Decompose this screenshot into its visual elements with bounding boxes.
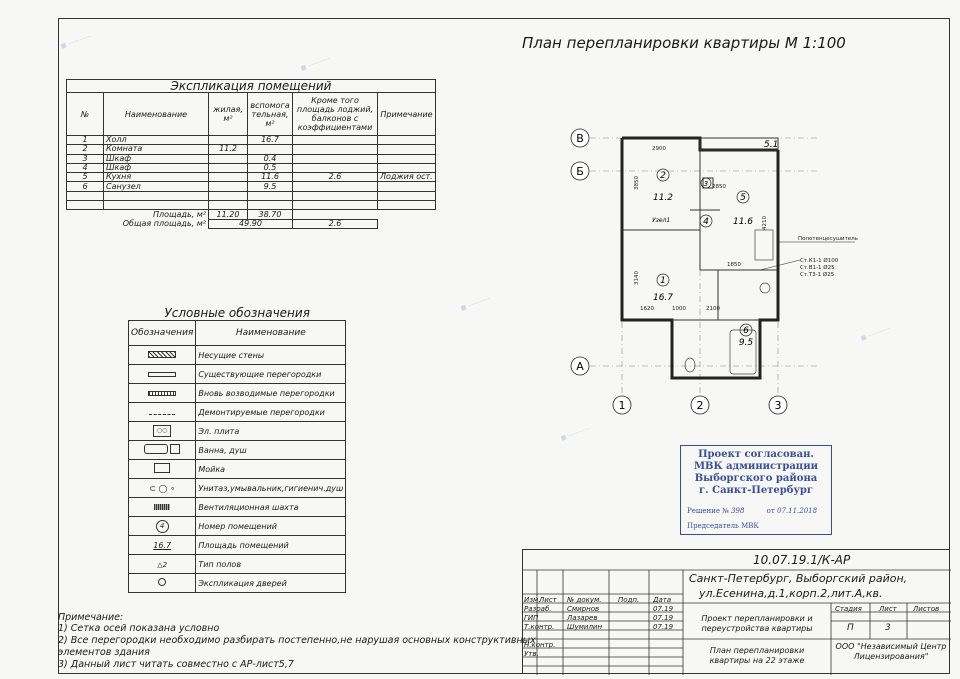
explication-cell-extra [293,136,378,145]
room-3-number: 3 [703,180,709,188]
explication-cell-name: Кухня [104,173,209,182]
room-5-number: 5 [740,193,746,203]
loggia-area: 5.1 [764,140,779,150]
legend-row [129,574,346,593]
towel-dryer-label: Полотенцесушитель [798,236,858,242]
room-2 [653,169,673,203]
legend-item-label: Площадь помещений [196,536,346,555]
legend-row [129,365,346,384]
col-sign: Подп. [618,596,640,604]
axis-bubble-2 [691,396,709,414]
staff-date: 07.19 [653,614,674,622]
floor-plan [560,120,860,420]
explication-cell-extra [293,145,378,154]
legend-item-label: Унитаз,умывальник,гигиенич.душ [196,479,346,498]
area-living: 11.20 [209,210,248,219]
legend-item-label: Номер помещений [196,517,346,536]
dim-3850: 3850 [634,176,640,190]
explication-cell-note [378,145,436,154]
total-value: 49.90 [209,219,293,228]
riser-k1: Ст.К1-1 Ø100 [800,258,839,264]
explication-cell-name: Холл [104,136,209,145]
drawing-name: План перепланировки квартиры на 22 этаже [709,646,805,665]
axis-label-1: 1 [618,399,626,412]
axis-bubble-b [571,162,589,180]
legend-row [129,555,346,574]
col-izm: Изм. [524,596,541,604]
explication-cell-note [378,182,436,191]
room-5-area: 11.6 [732,217,754,227]
stamp-decision-label: Решение № [687,507,729,515]
note-line-1: 1) Сетка осей показана условно [58,623,220,634]
axis-bubble-a [571,357,589,375]
area-auxiliary: 38.70 [248,210,293,219]
stamp-line-4: г. Санкт-Петербург [699,485,813,496]
explication-cell-n: 6 [67,182,104,191]
col-living: жилая, м² [209,93,248,136]
dim-4210: 4210 [762,216,768,230]
address-line-1: Санкт-Петербург, Выборгский район, [689,572,908,585]
organization: ООО "Независимый Центр Лицензирования" [835,642,947,661]
dim-1000: 1000 [672,306,686,312]
legend-item-label: Мойка [196,460,346,479]
legend-item-label: Существующие перегородки [196,365,346,384]
explication-cell-extra [293,154,378,163]
explication-row [67,136,436,145]
legend-symbol: 4 [129,517,196,536]
legend-symbol [129,403,196,422]
sheet-label: Лист [879,605,897,613]
legend-row [129,498,346,517]
area-label: Площадь, м² [67,210,209,219]
project-name: Проект перепланировки и переустройства квартиры [701,614,813,633]
legend-col-symbol: Обозначения [129,321,196,346]
stamp-decision-date: 07.11.2018 [777,507,818,515]
col-name: Наименование [104,93,209,136]
explication-cell-extra [293,182,378,191]
dim-1620: 1620 [640,306,654,312]
legend-item-label: Вновь возводимые перегородки [196,384,346,403]
stamp-decision-no: 398 [731,507,745,515]
explication-cell-aux [248,145,293,154]
legend-row [129,517,346,536]
col-list: Лист [539,596,557,604]
explication-cell-aux: 0.4 [248,154,293,163]
legend-col-name: Наименование [196,321,346,346]
explication-cell-aux: 16.7 [248,136,293,145]
note-line-3: элементов здания [58,647,150,658]
explication-cell-name: Санузел [104,182,209,191]
explication-cell-live: 11.2 [209,145,248,154]
axis-label-a: А [576,360,584,373]
sheet-value: 3 [885,623,891,633]
explication-cell-live [209,154,248,163]
col-loggia: Кроме того площадь лоджий, балконов с коэффициентами [293,93,378,136]
explication-row [67,173,436,182]
room-5 [733,191,753,227]
explication-cell-aux: 0.5 [248,163,293,172]
staff-role: Н.контр. [524,641,556,649]
legend-row [129,479,346,498]
staff-role: Т.контр. [524,623,555,631]
room-1 [653,274,673,303]
riser-t3: Ст.Т3-1 Ø25 [800,272,835,278]
stage-value: П [847,623,854,633]
stage-label: Стадия [835,605,862,613]
explication-cell-note: Лоджия ост. [378,173,436,182]
explication-cell-note [378,163,436,172]
legend-row [129,460,346,479]
explication-cell-n: 4 [67,163,104,172]
legend-symbol: ○○ [129,422,196,441]
explication-cell-note [378,136,436,145]
notes-title: Примечание: [58,612,124,623]
legend-row [129,346,346,365]
legend-symbol [129,346,196,365]
total-label: Общая площадь, м² [122,218,206,228]
legend-symbol [129,365,196,384]
explication-cell-aux: 11.6 [248,173,293,182]
stamp-decision-from: от [766,507,775,515]
legend-item-label: Несущие стены [196,346,346,365]
approval-stamp [680,445,832,535]
axis-bubble-1 [613,396,631,414]
staff-name: Смирнов [567,605,600,613]
title-block [522,549,950,674]
staff-date: 07.19 [653,623,674,631]
explication-cell-live [209,182,248,191]
legend-symbol [129,498,196,517]
explication-row [67,145,436,154]
sheets-label: Листов [913,605,940,613]
room-6-number: 6 [743,326,749,336]
room-1-number: 1 [660,276,666,286]
explication-cell-live [209,163,248,172]
room-2-number: 2 [660,171,666,181]
legend-row [129,536,346,555]
explication-cell-n: 2 [67,145,104,154]
explication-cell-n: 3 [67,154,104,163]
total-extra: 2.6 [293,219,378,228]
legend-item-label: Эл. плита [196,422,346,441]
room-4-number: 4 [703,217,709,227]
staff-name: Шумилин [567,623,603,631]
axis-label-v: В [576,132,584,145]
legend-symbol [129,384,196,403]
legend-symbol [129,574,196,593]
staff-role: ГИП [524,614,539,622]
stamp-line-3: Выборгского района [694,473,818,484]
col-number: № [67,93,104,136]
legend-item-label: Демонтируемые перегородки [196,403,346,422]
legend-symbol: 16.7 [129,536,196,555]
explication-row [67,182,436,191]
col-note: Примечание [378,93,436,136]
axis-bubble-3 [769,396,787,414]
explication-cell-name: Комната [104,145,209,154]
explication-cell-note [378,154,436,163]
legend-row [129,422,346,441]
stamp-chair-label: Председатель МВК [687,522,759,530]
stamp-line-1: Проект согласован. [698,449,814,460]
col-auxiliary: вспомога тельная, м² [248,93,293,136]
axis-label-2: 2 [696,399,704,412]
staff-role: Разраб. [524,605,552,613]
dim-1850: 1850 [727,262,741,268]
room-2-area: 11.2 [652,193,674,203]
dim-2900: 2900 [652,146,666,152]
dim-2850: 2850 [712,184,726,190]
legend-table [128,306,346,593]
explication-cell-aux: 9.5 [248,182,293,191]
riser-v1: Ст.В1-1 Ø25 [800,265,835,271]
uzel-label: Узел1 [652,217,671,224]
axis-label-b: Б [576,165,584,178]
explication-table [66,79,436,229]
legend-symbol [129,441,196,460]
legend-item-label: Тип полов [196,555,346,574]
dim-2100: 2100 [706,306,720,312]
legend-symbol: △2 [129,555,196,574]
note-line-4: 3) Данный лист читать совместно с АР-лист5,7 [58,659,294,670]
legend-item-label: Экспликация дверей [196,574,346,593]
staff-name: Лазарев [567,614,598,622]
col-doc: № докум. [567,596,602,604]
staff-date: 07.19 [653,605,674,613]
explication-cell-live [209,173,248,182]
explication-cell-name: Шкаф [104,154,209,163]
legend-row [129,441,346,460]
explication-cell-name: Шкаф [104,163,209,172]
legend-row [129,403,346,422]
col-date: Дата [653,596,672,604]
explication-cell-live [209,136,248,145]
note-line-2: 2) Все перегородки необходимо разбирать постепенно,не нарушая основных конструктивных [58,635,536,646]
explication-cell-n: 1 [67,136,104,145]
staff-role: Утв. [524,650,539,658]
dim-3140: 3140 [634,271,640,285]
explication-cell-extra: 2.6 [293,173,378,182]
legend-row [129,384,346,403]
explication-cell-n: 5 [67,173,104,182]
legend-symbol [129,460,196,479]
legend-symbol: ⊂ ◯ ∘ [129,479,196,498]
room-6 [739,324,754,348]
axis-label-3: 3 [774,399,782,412]
sheet-title: План перепланировки квартиры М 1:100 [522,34,846,52]
room-1-area: 16.7 [652,293,674,303]
room-4 [700,215,712,227]
explication-row [67,154,436,163]
legend-item-label: Вентиляционная шахта [196,498,346,517]
explication-row [67,163,436,172]
drawing-sheet: ■ ———— ■ ———— ■ ———— ■ ———— ■ ———— План перепланировки квартиры М 1:100 Экспликация помещений № Наименование жилая, м² вспомога тельная, м² Кроме того площадь лоджий, балконов с коэффициентами Примечание 1 Холл 16.7 2 Комната 11.2 3 Шкаф 0.4 4 Шкаф 0.5 5 Кухня 11.6 2.6 Лоджия ост. 6 Санузел 9.5 Площадь, м² 11.20 38.70 Общая площадь, м² 49.90 2.6 Условные обозначения Обозначения Наименование Несущие стены Существующие перегородки Вновь возводимые перегородки Демонтируемые перегородки ○○ Эл. плита Ванна, душ Мойка ⊂ ◯ ∘ Унитаз,умывальник,гигиенич.душ Вентиляционная шахта 4 Номер помещений 16.7 Площадь помещений △2 Тип полов Экспликация дверей Примечание: 1) Сетка осей показана условно 2) Все перегородки необходимо разбирать постепенно,не нарушая основных конструктивных элементов здания 3) Данный лист читать совместно с АР-лист5,7 В Б А 1 2 3 2 11.2 5 11.6 1 16.7 6 9.5 4 3 5.1 2900 2850 3850 1850 4210 1620 1000 2100 3140 Узел1 Полотенцесушитель Ст.К1-1 Ø100 Ст.В1-1 Ø25 Ст.Т3-1 Ø25 Проект согласован. МВК администрации Выборгского района г. Санкт-Петербург Решение № 398 от 07.11.2018 Председатель МВК 10.07.19.1/К-АР Санкт-Петербург, Выборгский район, ул.Есенина,д.1,корп.2,лит.А,кв. Изм. Лист № докум. Подп. Дата Разраб. Смирнов 07.19 ГИП Лазарев 07.19 Т.контр. Шумилин 07.19 Н.контр. Утв. Проект перепланировки и переустройства квартиры Стадия Лист Листов П 3 План перепланировки квартиры на 22 этаже ООО "Независимый Центр Лицензирования" [0,0,960,679]
explication-title: Экспликация помещений [67,80,436,93]
legend-title: Условные обозначения [129,306,346,321]
explication-cell-extra [293,163,378,172]
stamp-line-2: МВК администрации [693,461,819,472]
room-6-area: 9.5 [738,338,754,348]
legend-item-label: Ванна, душ [196,441,346,460]
address-line-2: ул.Есенина,д.1,корп.2,лит.А,кв. [699,587,883,600]
drawing-code: 10.07.19.1/К-АР [753,553,851,567]
axis-bubble-v [571,129,589,147]
